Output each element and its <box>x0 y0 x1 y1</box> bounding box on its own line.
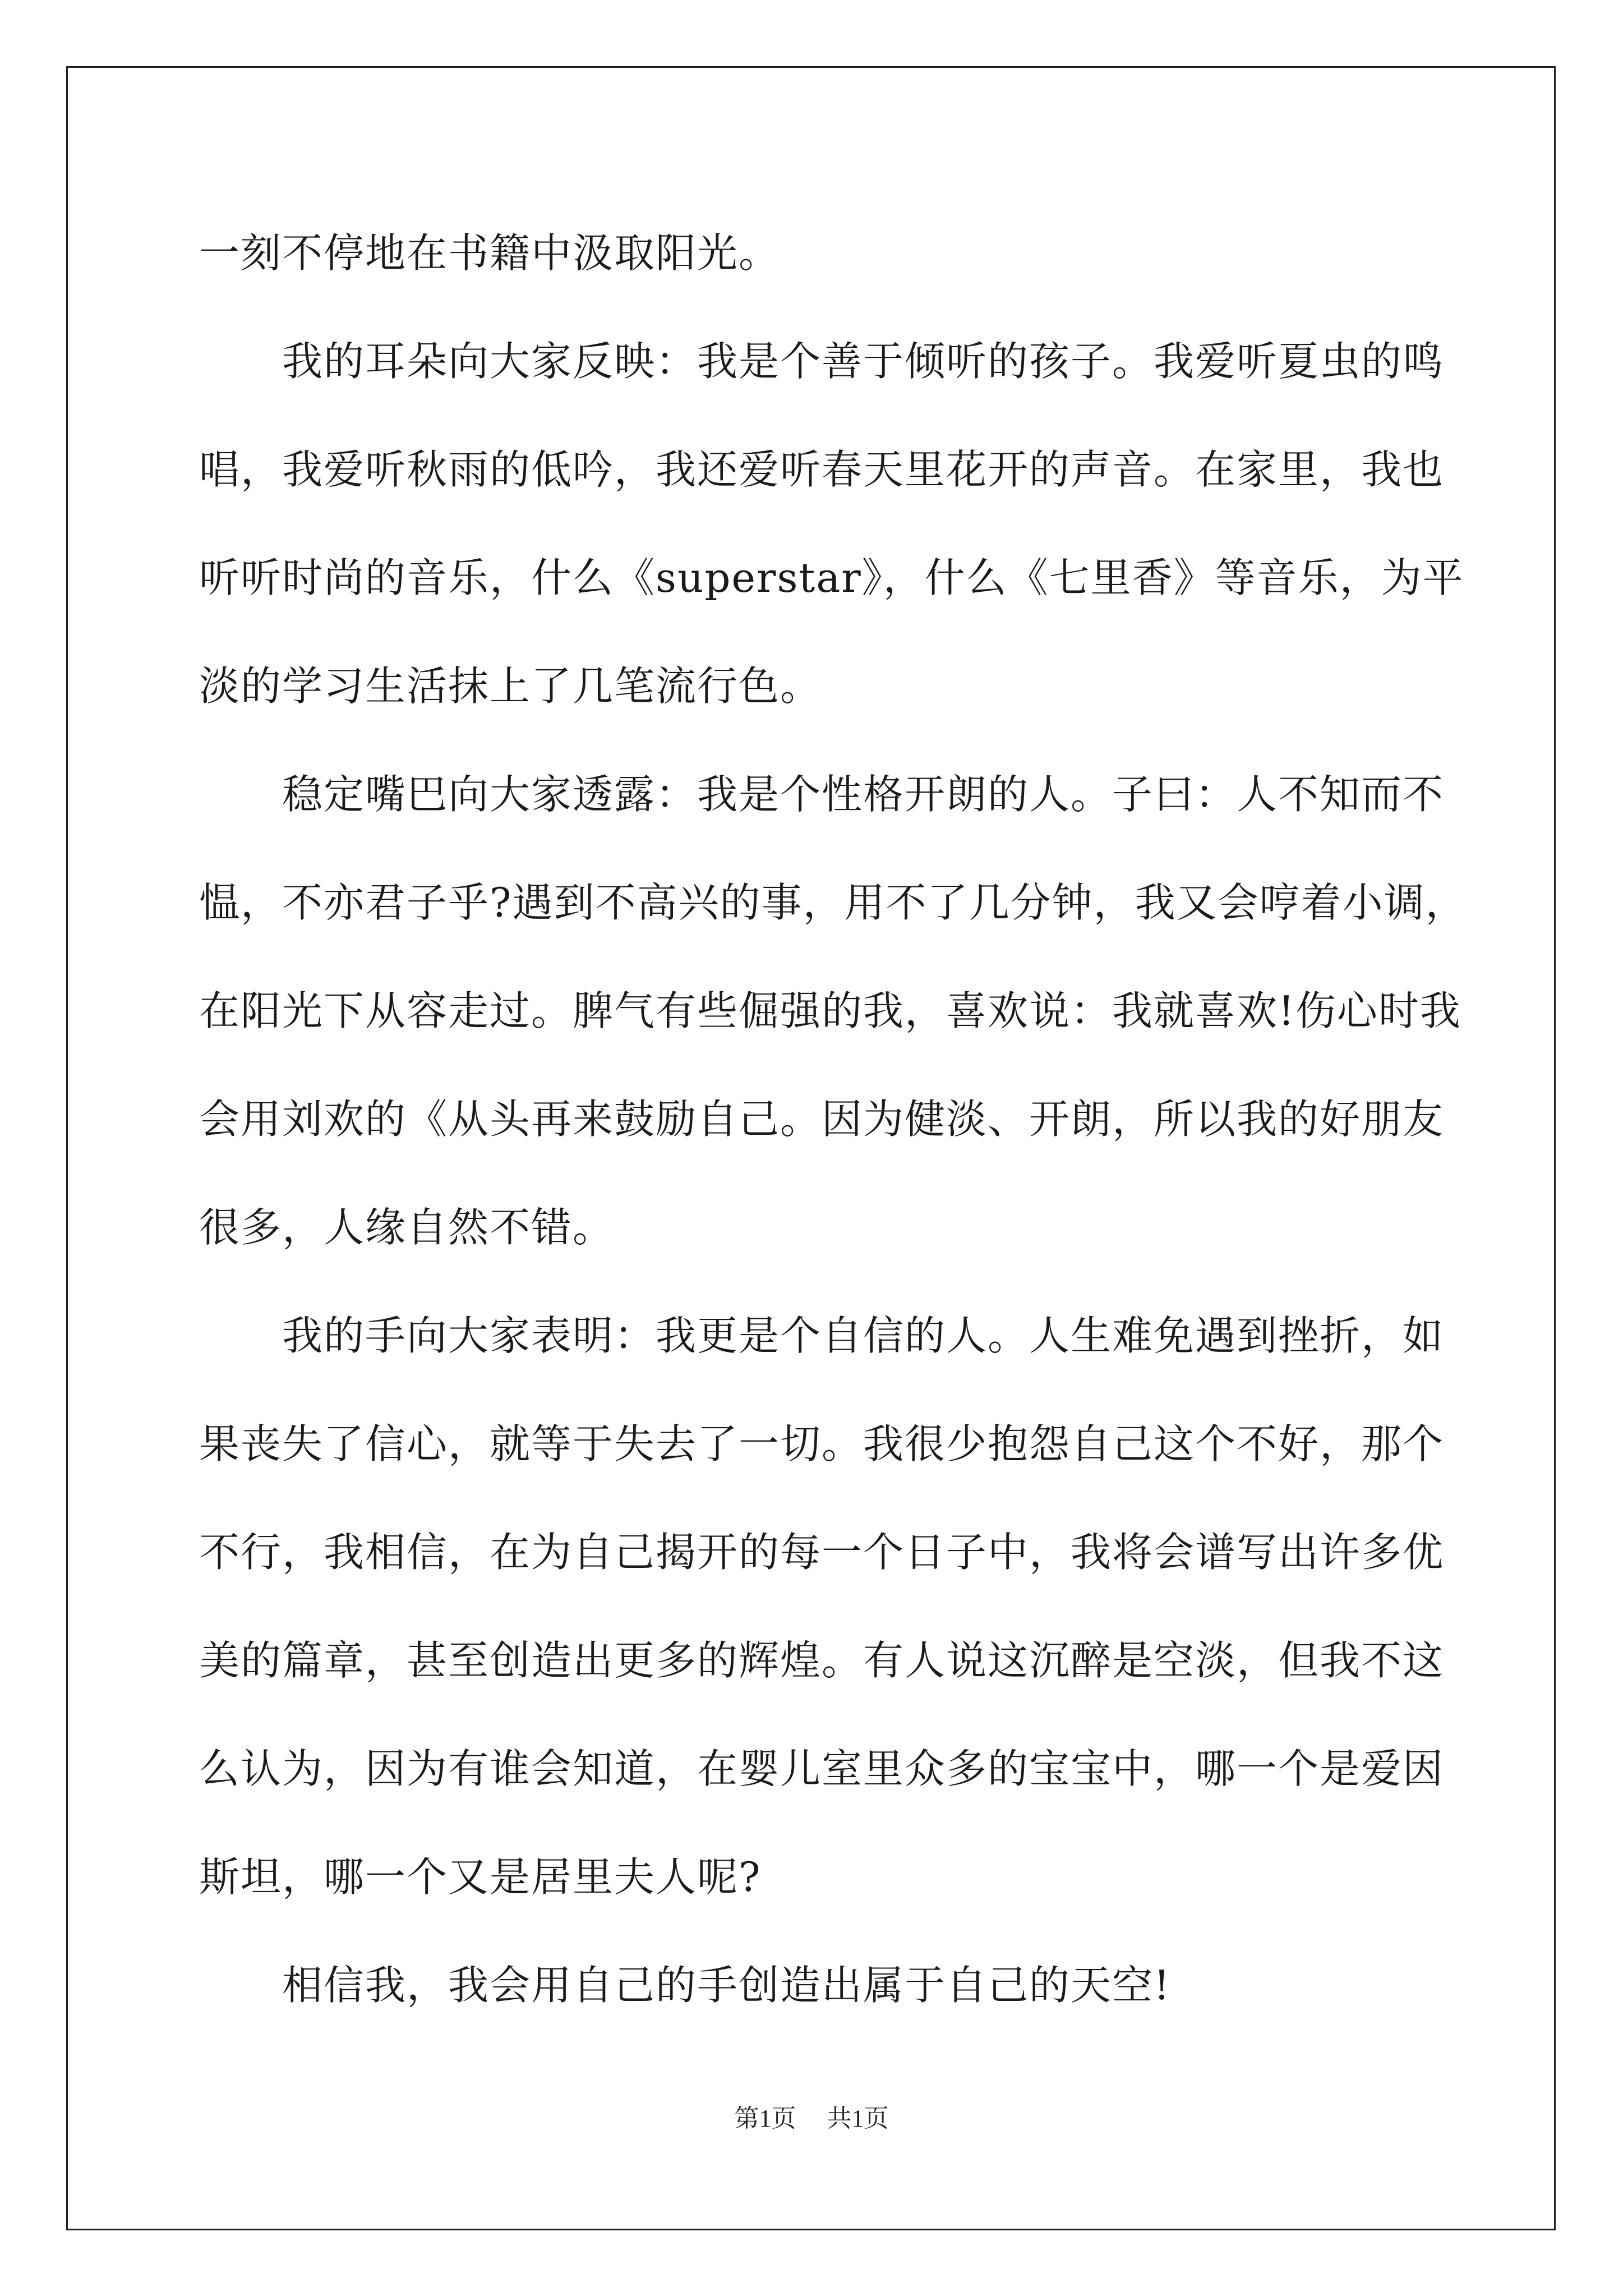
text-line: 稳定嘴巴向大家透露：我是个性格开朗的人。子曰：人不知而不 <box>282 771 1445 818</box>
text-line: 果丧失了信心，就等于失去了一切。我很少抱怨自己这个不好，那个 <box>199 1420 1445 1467</box>
page-number: 第1页 <box>734 2105 796 2132</box>
text-line: 不行，我相信，在为自己揭开的每一个日子中，我将会谱写出许多优 <box>199 1529 1445 1576</box>
text-line: 么认为，因为有谁会知道，在婴儿室里众多的宝宝中，哪一个是爱因 <box>199 1745 1445 1792</box>
text-line: 愠，不亦君子乎?遇到不高兴的事，用不了几分钟，我又会哼着小调， <box>199 879 1467 926</box>
text-line: 唱，我爱听秋雨的低吟，我还爱听春天里花开的声音。在家里，我也 <box>199 446 1445 493</box>
text-line: 在阳光下从容走过。脾气有些倔强的我，喜欢说：我就喜欢!伤心时我 <box>199 987 1461 1034</box>
text-line: 斯坦，哪一个又是居里夫人呢? <box>199 1853 762 1901</box>
text-line: 我的耳朵向大家反映：我是个善于倾听的孩子。我爱听夏虫的鸣 <box>282 338 1445 385</box>
text-line: 一刻不停地在书籍中汲取阳光。 <box>199 229 781 277</box>
page-total: 共1页 <box>827 2105 889 2132</box>
document-body <box>199 199 1467 2040</box>
text-line: 会用刘欢的《从头再来鼓励自己。因为健淡、开朗，所以我的好朋友 <box>199 1096 1445 1143</box>
text-line: 美的篇章，甚至创造出更多的辉煌。有人说这沉醉是空淡，但我不这 <box>199 1637 1445 1684</box>
text-line: 听听时尚的音乐，什么《superstar》，什么《七里香》等音乐，为平 <box>199 554 1464 601</box>
text-line: 很多，人缘自然不错。 <box>199 1204 615 1251</box>
text-line: 相信我，我会用自己的手创造出属于自己的天空! <box>282 1962 1171 2009</box>
page-footer <box>0 2098 1623 2134</box>
text-line: 淡的学习生活抹上了几笔流行色。 <box>199 662 822 710</box>
text-line: 我的手向大家表明：我更是个自信的人。人生难免遇到挫折，如 <box>282 1312 1445 1359</box>
